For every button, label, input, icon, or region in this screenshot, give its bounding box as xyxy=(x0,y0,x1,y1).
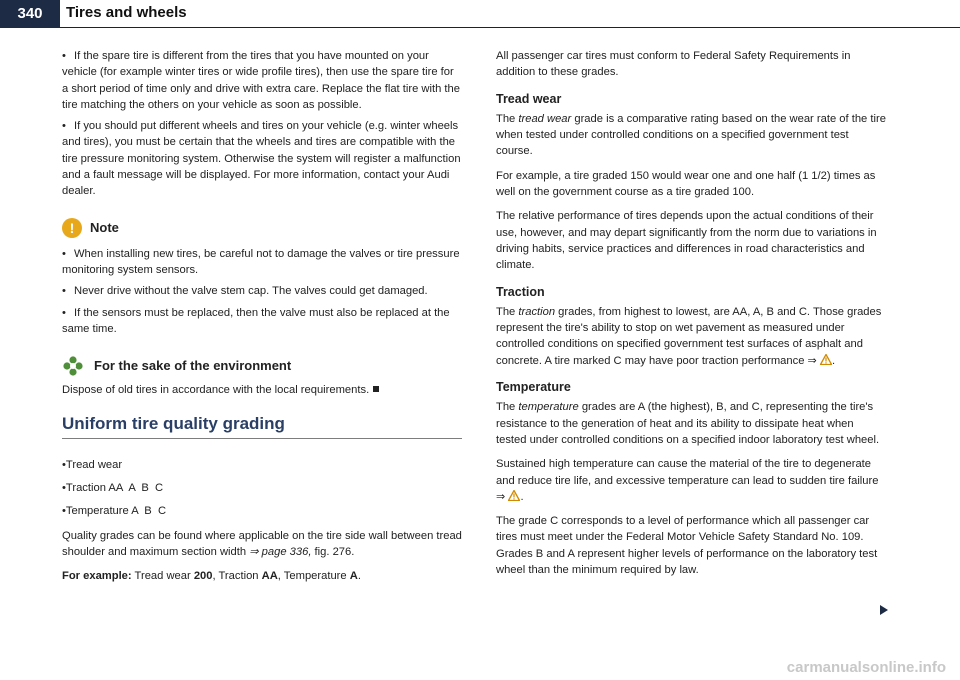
warning-triangle-icon[interactable] xyxy=(820,354,832,365)
note-heading xyxy=(62,218,462,238)
left-column xyxy=(62,48,462,593)
list-item: •Tread wear xyxy=(62,458,123,471)
traction-heading: Traction xyxy=(496,284,545,299)
quality-text: Quality grades can be found where applicable on the tire side wall between tread shoulder and maximum section width ⇒ page 336, fig. 276. xyxy=(62,529,462,558)
page-number: 340 xyxy=(0,0,60,28)
header-divider xyxy=(60,27,960,28)
note-title: Note xyxy=(90,219,119,235)
tread-wear-heading: Tread wear xyxy=(496,91,562,106)
paragraph: The tread wear grade is a comparative rating based on the wear rate of the tire when tested under controlled conditions on a specified government test course. xyxy=(496,112,886,158)
chapter-title: Tires and wheels xyxy=(66,4,187,21)
paragraph: The temperature grades are A (the highest), B, and C, representing the tire's resistance to the generation of heat and its ability to dissipate heat when tested under controlled conditions on a specified indoor laboratory test wheel. xyxy=(496,401,880,446)
list-item: • If you should put different wheels and tires on your vehicle (e.g. winter wheels and tires), you must be certain that the wheels and tires are compatible with the tire pressure monitoring system. Otherwise the system will register a malfunction and a fault message will be displayed. For more information, contact your Audi dealer. xyxy=(62,120,461,198)
list-item: • Never drive without the valve stem cap. The valves could get damaged. xyxy=(62,285,428,298)
paragraph: For example, a tire graded 150 would wear one and one half (1 1/2) times as well on the government course as a tire graded 100. xyxy=(496,169,876,199)
right-column xyxy=(496,48,886,586)
watermark: carmanualsonline.info xyxy=(786,658,946,676)
list-item: • If the spare tire is different from the tires that you have mounted on your vehicle (for example winter tires or wide profile tires), then use the spare tire for a short period of time only and drive with extra care. Replace the flat tire with the tire matching the others on your vehicle as soon as possible. xyxy=(62,50,460,111)
grade-list xyxy=(62,457,462,520)
list-item: •Traction AA A B C xyxy=(62,482,164,495)
environment-flower-icon xyxy=(62,355,84,377)
section-title: Uniform tire quality grading xyxy=(62,416,462,438)
paragraph: The traction grades, from highest to lowest, are AA, A, B and C. Those grades represent the tire's ability to stop on wet pavement as measured under controlled conditions on specified government test surfaces of asphalt and concrete. A tire marked C may have poor traction performance ⇒ . xyxy=(496,305,882,367)
environment-title: For the sake of the environment xyxy=(94,358,292,373)
environment-text: Dispose of old tires in accordance with the local requirements. xyxy=(62,382,462,398)
caution-icon: ! xyxy=(62,218,82,238)
example-text: For example: Tread wear 200, Traction AA, Temperature A. xyxy=(62,570,361,583)
page-header xyxy=(0,0,960,32)
next-page-arrow-icon[interactable] xyxy=(880,605,888,615)
list-item: • If the sensors must be replaced, then the valve must also be replaced at the same time. xyxy=(62,306,450,335)
warning-triangle-icon[interactable] xyxy=(508,490,520,501)
list-item: • When installing new tires, be careful not to damage the valves or tire pressure monitoring system sensors. xyxy=(62,247,460,276)
warning-reference-link[interactable]: ⇒ xyxy=(807,354,817,367)
paragraph: The grade C corresponds to a level of performance which all passenger car tires must meet under the Federal Motor Vehicle Safety Standard No. 109. Grades B and A represent higher levels of performance on the laboratory test wheel than the minimum required by law. xyxy=(496,515,878,577)
temperature-heading: Temperature xyxy=(496,380,571,395)
list-item: •Temperature A B C xyxy=(62,505,167,518)
intro-text: All passenger car tires must conform to Federal Safety Requirements in addition to these grades. xyxy=(496,50,851,79)
page-reference-link[interactable]: ⇒ page 336, xyxy=(249,545,312,558)
environment-heading xyxy=(62,355,462,377)
paragraph: Sustained high temperature can cause the material of the tire to degenerate and reduce tire life, and excessive temperature can lead to sudden tire failure ⇒ . xyxy=(496,458,879,503)
paragraph: The relative performance of tires depends upon the actual conditions of their use, however, and may depart significantly from the norm due to variations in driving habits, service practices and differences in road characteristics and climate. xyxy=(496,210,877,272)
end-marker-icon xyxy=(373,386,379,392)
warning-reference-link[interactable]: ⇒ xyxy=(496,490,506,503)
